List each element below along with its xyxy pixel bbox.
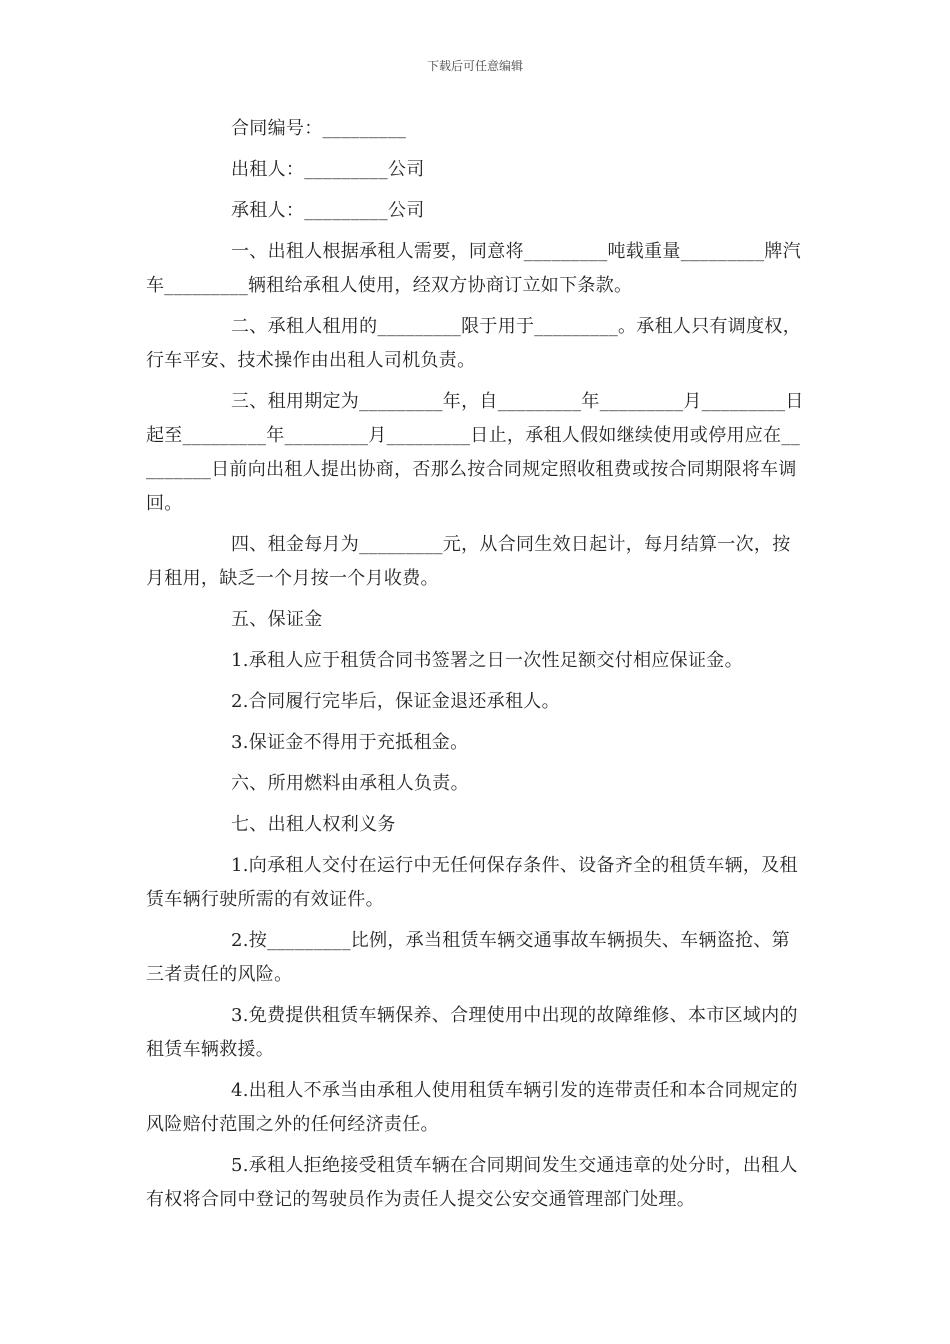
contract-number: 合同编号：_________ bbox=[231, 118, 407, 139]
clause-7-item-2: 2.按_________比例，承当租赁车辆交通事故车辆损失、车辆盗抢、第三者责任的风险。 bbox=[146, 930, 790, 985]
clause-2: 二、承租人租用的_________限于用于_________。承租人只有调度权，行车平安、技术操作由出租人司机负责。 bbox=[146, 316, 801, 371]
clause-1: 一、出租人根据承租人需要，同意将_________吨载重量_________牌汽车_________辆租给承租人使用，经双方协商订立如下条款。 bbox=[146, 241, 801, 296]
clause-5-item-3: 3.保证金不得用于充抵租金。 bbox=[231, 732, 469, 753]
clause-5-item-2: 2.合同履行完毕后，保证金退还承租人。 bbox=[231, 691, 560, 712]
clause-7-item-4: 4.出租人不承当由承租人使用租赁车辆引发的连带责任和本合同规定的风险赔付范围之外的任何经济责任。 bbox=[146, 1080, 798, 1135]
contract-body bbox=[146, 112, 808, 1224]
clause-5-item-1: 1.承租人应于租赁合同书签署之日一次性足额交付相应保证金。 bbox=[231, 650, 743, 671]
page-header: 下载后可任意编辑 bbox=[426, 59, 523, 73]
clause-7-item-1: 1.向承租人交付在运行中无任何保存条件、设备齐全的租赁车辆，及租赁车辆行驶所需的有效证件。 bbox=[146, 855, 798, 910]
clause-7-item-5: 5.承租人拒绝接受租赁车辆在合同期间发生交通违章的处分时，出租人有权将合同中登记的驾驶员作为责任人提交公安交通管理部门处理。 bbox=[146, 1155, 798, 1210]
lessee-line: 承租人：_________公司 bbox=[231, 200, 425, 221]
clause-5-heading: 五、保证金 bbox=[231, 609, 323, 630]
clause-3: 三、租用期定为_________年，自_________年_________月_________日起至_________年_________月_________日止，承租人假如继续使用或停用应在_________日前向出租人提出协商，否那么按合同规定照收租费或按合同期限将车调回。 bbox=[146, 391, 804, 514]
clause-4: 四、租金每月为_________元，从合同生效日起计，每月结算一次，按月租用，缺乏一个月按一个月收费。 bbox=[146, 534, 791, 589]
lessor-line: 出租人：_________公司 bbox=[231, 159, 425, 180]
clause-6: 六、所用燃料由承租人负责。 bbox=[231, 773, 469, 794]
clause-7-heading: 七、出租人权利义务 bbox=[231, 814, 396, 835]
clause-7-item-3: 3.免费提供租赁车辆保养、合理使用中出现的故障维修、本市区域内的租赁车辆救援。 bbox=[146, 1005, 798, 1060]
